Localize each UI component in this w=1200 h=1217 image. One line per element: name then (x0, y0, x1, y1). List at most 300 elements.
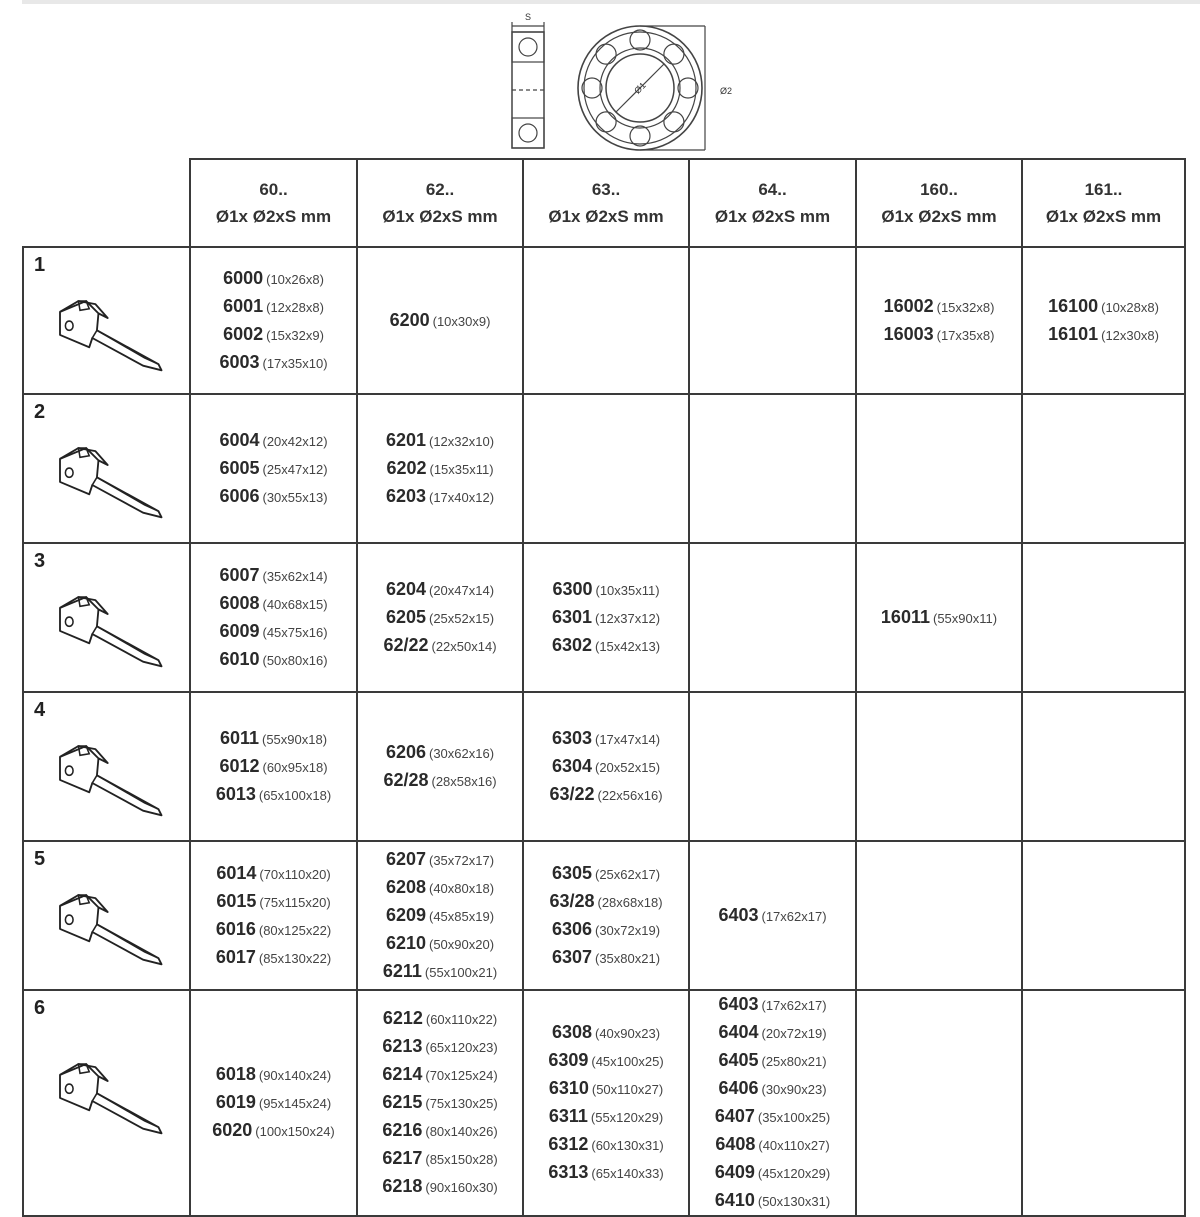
row-number: 3 (34, 550, 46, 572)
bearing-entry (191, 888, 356, 916)
bearing-dimensions: (65x120x23) (425, 1040, 498, 1055)
bearing-code: 16101 (1048, 323, 1099, 344)
bearing-dimensions: (40x80x18) (429, 880, 495, 896)
bearing-dimensions: (50x110x27) (591, 1082, 664, 1097)
bearing-dimensions: (45x85x19) (429, 908, 495, 924)
bearing-dimensions: (12x30x8) (1101, 327, 1159, 343)
bearing-dimensions: (50x80x16) (262, 652, 328, 668)
bearing-dimensions: (17x62x17) (761, 998, 827, 1013)
bearing-dimensions: (45x75x16) (262, 624, 328, 640)
bearing-entry (358, 874, 522, 902)
row-number: 2 (34, 401, 46, 423)
bearing-dimensions: (17x40x12) (429, 489, 495, 505)
unit-label: Ø1x Ø2xS mm (1045, 207, 1162, 226)
puller-jaw-size-2-icon (40, 425, 180, 525)
column-header (357, 159, 523, 247)
bearing-entry (524, 860, 688, 888)
bearing-dimensions: (75x130x25) (425, 1096, 498, 1111)
bearing-code: 6403 (718, 904, 759, 925)
unit-label: Ø1x Ø2xS mm (881, 207, 997, 226)
data-cell (856, 990, 1022, 1216)
bearing-code: 6302 (551, 634, 592, 655)
bearing-code: 6007 (219, 564, 260, 585)
data-cell (1022, 841, 1185, 990)
bearing-entry (524, 632, 688, 660)
bearing-dimensions: (30x55x13) (262, 489, 328, 505)
row-label-cell (23, 990, 190, 1216)
puller-jaw-size-1-icon (40, 278, 180, 378)
data-cell (1022, 543, 1185, 692)
data-cell (523, 841, 689, 990)
bearing-entry (191, 725, 356, 753)
data-cell (689, 990, 856, 1216)
bearing-code: 6309 (548, 1050, 589, 1070)
bearing-entry (524, 753, 688, 781)
bearing-code: 6210 (385, 932, 426, 953)
bearing-dimensions: (22x50x14) (431, 638, 497, 654)
bearing-entry (524, 1075, 688, 1103)
bearing-dimensions: (17x35x10) (262, 355, 328, 371)
bearing-code: 6212 (382, 1008, 423, 1028)
bearing-dimensions: (17x47x14) (595, 731, 661, 747)
bearing-entry (524, 1103, 688, 1131)
series-label: 64.. (758, 180, 787, 199)
bearing-code: 6202 (386, 457, 427, 478)
bearing-dimensions: (45x120x29) (757, 1166, 831, 1181)
table-row (23, 543, 1185, 692)
bearing-code: 6000 (223, 267, 264, 288)
bearing-dimensions: (55x100x21) (424, 964, 498, 980)
bearing-entry (191, 646, 356, 674)
bearing-dimensions: (80x125x22) (258, 922, 332, 938)
bearing-code: 6313 (548, 1162, 589, 1182)
bearing-code: 6010 (219, 648, 260, 669)
table-row (23, 394, 1185, 543)
unit-label: Ø1x Ø2xS mm (548, 207, 664, 226)
row-label-cell (23, 394, 190, 543)
data-cell (523, 692, 689, 841)
bearing-code: 6312 (548, 1134, 589, 1154)
bearing-entry (358, 1173, 522, 1201)
data-cell (856, 543, 1022, 692)
bearing-dimensions: (10x26x8) (266, 271, 324, 287)
row-label-cell (23, 692, 190, 841)
bearing-dimensions: (28x58x16) (431, 773, 497, 789)
row-number: 4 (34, 699, 46, 721)
bearing-code: 6017 (215, 946, 256, 967)
bearing-dimensions: (10x30x9) (432, 313, 491, 329)
bearing-code: 6214 (382, 1064, 423, 1084)
bearing-code: 6019 (215, 1092, 256, 1112)
data-cell (689, 247, 856, 394)
bearing-dimensions: (60x110x22) (425, 1012, 498, 1027)
bearing-code: 6008 (219, 592, 260, 613)
bearing-entry (690, 1131, 855, 1159)
bearing-dimensions: (30x62x16) (429, 745, 495, 761)
data-cell (1022, 394, 1185, 543)
bearing-dimensions: (25x52x15) (429, 610, 495, 626)
bearing-entry (1023, 293, 1184, 321)
bearing-entry (358, 427, 522, 455)
bearing-code: 6204 (385, 578, 426, 599)
unit-label: Ø1x Ø2xS mm (714, 207, 831, 226)
bearing-side-view (512, 22, 544, 148)
bearing-code: 6216 (382, 1120, 423, 1140)
bearing-code: 6203 (385, 485, 426, 506)
bearing-dimensions: (40x68x15) (262, 596, 328, 612)
bearing-code: 6304 (551, 755, 592, 776)
bearing-entry (857, 604, 1021, 632)
row-label-cell (23, 841, 190, 990)
column-header (689, 159, 856, 247)
bearing-dimensions: (90x140x24) (258, 1068, 332, 1083)
bearing-code: 6200 (389, 309, 430, 330)
series-label: 63.. (591, 180, 621, 199)
bearing-dimensions: (65x140x33) (591, 1166, 664, 1181)
bearing-entry (191, 590, 356, 618)
bearing-dimensions: (15x32x9) (266, 327, 324, 343)
bearing-entry (358, 1117, 522, 1145)
bearing-dimensions: (85x150x28) (425, 1152, 498, 1167)
bearing-entry (690, 1159, 855, 1187)
bearing-dimensions: (20x42x12) (262, 433, 328, 449)
row-label-cell (23, 543, 190, 692)
bearing-dimensions: (50x90x20) (429, 936, 495, 952)
data-cell (689, 394, 856, 543)
bearing-entry (1023, 321, 1184, 349)
bearing-entry (524, 1159, 688, 1187)
bearing-entry (358, 902, 522, 930)
bearing-entry (358, 576, 522, 604)
bearing-dimensions: (85x130x22) (258, 950, 332, 966)
bearing-entry (690, 1019, 855, 1047)
data-cell (523, 990, 689, 1216)
bearing-dimensions: (55x90x11) (932, 610, 998, 626)
bearing-code: 6217 (382, 1148, 423, 1168)
bearing-entry (191, 781, 356, 809)
bearing-code: 6207 (385, 848, 426, 869)
data-cell (190, 247, 357, 394)
bearing-entry (358, 632, 522, 660)
bearing-entry (690, 1075, 855, 1103)
row-number: 1 (34, 254, 46, 276)
data-cell (523, 543, 689, 692)
bearing-code: 6408 (715, 1134, 756, 1154)
bearing-entry (191, 349, 356, 377)
data-cell (190, 543, 357, 692)
bearing-dimensions: (22x56x16) (597, 787, 663, 803)
table-row (23, 990, 1185, 1216)
bearing-code: 6005 (219, 457, 260, 478)
bearing-entry (358, 307, 522, 335)
puller-jaw-size-5-icon (40, 872, 180, 972)
bearing-entry (191, 562, 356, 590)
bearing-entry (358, 846, 522, 874)
bearing-code: 6002 (223, 323, 264, 344)
bearing-code: 6218 (382, 1176, 423, 1196)
bearing-dimensions: (65x100x18) (258, 787, 332, 803)
bearing-code: 6209 (385, 904, 426, 925)
bearing-entry (690, 1103, 855, 1131)
bearing-dimensions: (25x80x21) (761, 1054, 827, 1069)
data-cell (190, 692, 357, 841)
bearing-dimensions: (70x110x20) (259, 866, 331, 882)
bearing-dimensions: (40x110x27) (758, 1138, 830, 1153)
bearing-entry (191, 293, 356, 321)
bearing-code: 6301 (551, 606, 592, 627)
data-cell (357, 990, 523, 1216)
data-cell (357, 841, 523, 990)
bearing-code: 16003 (883, 323, 934, 344)
row-label-cell (23, 247, 190, 394)
bearing-dimensions: (10x28x8) (1101, 299, 1159, 315)
bearing-code: 6012 (219, 755, 260, 776)
bearing-code: 6213 (382, 1036, 423, 1056)
unit-label: Ø1x Ø2xS mm (382, 207, 498, 226)
series-label: 62.. (425, 180, 455, 199)
bearing-code: 6307 (551, 946, 592, 967)
bearing-code: 16011 (880, 606, 930, 627)
bearing-entry (524, 576, 688, 604)
bearing-code: 6404 (718, 1022, 759, 1042)
bearing-entry (857, 321, 1021, 349)
bearing-entry (358, 1005, 522, 1033)
label-d1: Ø1 (632, 80, 648, 96)
data-cell (357, 543, 523, 692)
bearing-code: 6009 (219, 620, 260, 641)
bearing-code: 6211 (382, 960, 422, 981)
bearing-dimensions: (45x100x25) (591, 1054, 664, 1069)
bearing-code: 6409 (714, 1162, 755, 1182)
bearing-code: 6001 (223, 295, 264, 316)
data-cell (856, 247, 1022, 394)
bearing-entry (358, 767, 522, 795)
table-row (23, 841, 1185, 990)
bearing-dimensions: (20x47x14) (429, 582, 495, 598)
table-body (23, 159, 1185, 1216)
bearing-code: 6205 (385, 606, 426, 627)
table-row (23, 247, 1185, 394)
data-cell (357, 394, 523, 543)
bearing-code: 6311 (548, 1106, 588, 1126)
bearing-dimensions: (20x52x15) (595, 759, 661, 775)
bearing-dimensions: (30x72x19) (595, 922, 661, 938)
bearing-dimensions: (25x62x17) (595, 866, 661, 882)
bearing-entry (191, 618, 356, 646)
bearing-entry (690, 902, 855, 930)
bearing-entry (524, 916, 688, 944)
bearing-code: 6305 (551, 862, 592, 883)
bearing-entry (524, 781, 688, 809)
bearing-dimensions: (60x130x31) (591, 1138, 664, 1153)
bearing-entry (690, 991, 855, 1019)
bearing-dimensions: (90x160x30) (425, 1180, 498, 1195)
bearing-dimensions: (50x130x31) (757, 1194, 831, 1209)
bearing-entry (358, 739, 522, 767)
data-cell (1022, 990, 1185, 1216)
bearing-dimensions: (15x42x13) (595, 638, 661, 654)
data-cell (190, 394, 357, 543)
bearing-entry (690, 1187, 855, 1215)
row-number: 5 (34, 848, 46, 870)
header-row (23, 159, 1185, 247)
bearing-dimensions: (17x35x8) (936, 327, 995, 343)
bearing-dimensions: (80x140x26) (425, 1124, 498, 1139)
column-header (856, 159, 1022, 247)
bearing-entry (191, 265, 356, 293)
data-cell (190, 990, 357, 1216)
data-cell (190, 841, 357, 990)
data-cell (689, 692, 856, 841)
series-label: 60.. (259, 180, 288, 199)
bearing-dimensions: (55x120x29) (590, 1110, 664, 1125)
data-cell (689, 841, 856, 990)
bearing-dimensions: (40x90x23) (595, 1026, 661, 1041)
bearing-code: 6300 (552, 578, 593, 599)
bearing-entry (524, 604, 688, 632)
bearing-dimensions: (35x100x25) (757, 1110, 831, 1125)
bearing-code: 6003 (219, 351, 260, 372)
puller-jaw-size-4-icon (40, 723, 180, 823)
bearing-code: 6215 (382, 1092, 423, 1112)
bearing-entry (358, 1089, 522, 1117)
bearing-code: 6013 (215, 783, 256, 804)
data-cell (856, 692, 1022, 841)
bearing-dimensions: (12x37x12) (595, 610, 661, 626)
bearing-dimensions: (60x95x18) (262, 759, 328, 775)
label-d2: Ø2 (720, 86, 733, 96)
data-cell (357, 692, 523, 841)
bearing-code: 6406 (718, 1078, 759, 1098)
bearing-code: 6403 (718, 994, 759, 1014)
bearing-entry (524, 725, 688, 753)
series-label: 160.. (920, 180, 958, 199)
puller-jaw-size-3-icon (40, 574, 180, 674)
bearing-entry (358, 483, 522, 511)
bearing-code: 6004 (219, 429, 260, 450)
data-cell (856, 394, 1022, 543)
table-row (23, 692, 1185, 841)
bearing-entry (191, 753, 356, 781)
bearing-entry (524, 1047, 688, 1075)
bearing-code: 6405 (718, 1050, 759, 1070)
data-cell (856, 841, 1022, 990)
bearing-code: 6206 (385, 741, 426, 762)
bearing-dimensions: (15x32x8) (936, 299, 995, 315)
bearing-dimensions: (35x62x14) (262, 568, 328, 584)
bearing-code: 62/28 (383, 769, 429, 790)
bearing-dimensions: (25x47x12) (262, 461, 328, 477)
bearing-dimensions: (70x125x24) (425, 1068, 498, 1083)
bearing-dimensions: (55x90x18) (262, 731, 328, 747)
bearing-entry (191, 1117, 356, 1145)
bearing-dimensions: (17x62x17) (761, 908, 827, 924)
bearing-code: 6014 (216, 862, 257, 883)
bearing-entry (191, 860, 356, 888)
bearing-size-table (22, 158, 1186, 1217)
bearing-entry (191, 321, 356, 349)
column-header (523, 159, 689, 247)
bearing-dimensions: (30x90x23) (761, 1082, 827, 1097)
bearing-code: 63/28 (549, 890, 595, 911)
data-cell (1022, 247, 1185, 394)
bearing-entry (358, 958, 522, 986)
bearing-code: 6303 (551, 727, 592, 748)
bearing-entry (690, 1047, 855, 1075)
corner-cell (23, 159, 190, 247)
bearing-code: 63/22 (549, 783, 595, 804)
column-header (190, 159, 357, 247)
bearing-entry (191, 944, 356, 972)
unit-label: Ø1x Ø2xS mm (215, 207, 332, 226)
data-cell (1022, 692, 1185, 841)
bearing-code: 16002 (883, 295, 934, 316)
bearing-dimensions: (35x72x17) (429, 852, 495, 868)
bearing-code: 6011 (219, 727, 259, 748)
bearing-entry (191, 1089, 356, 1117)
bearing-code: 6407 (714, 1106, 755, 1126)
bearing-dimensions: (35x80x21) (595, 950, 661, 966)
bearing-code: 6016 (215, 918, 256, 939)
bearing-dimensions: (100x150x24) (255, 1124, 335, 1139)
data-cell (689, 543, 856, 692)
bearing-dimensions: (75x115x20) (259, 894, 331, 910)
bearing-entry (524, 944, 688, 972)
label-s: S (524, 12, 532, 22)
bearing-entry (358, 1033, 522, 1061)
bearing-dimensions: (95x145x24) (258, 1096, 332, 1111)
puller-jaw-size-6-icon (40, 1041, 180, 1141)
data-cell (523, 247, 689, 394)
bearing-dimensions: (15x35x11) (429, 461, 494, 477)
bearing-entry (191, 1061, 356, 1089)
bearing-entry (191, 427, 356, 455)
bearing-code: 6018 (215, 1064, 256, 1084)
bearing-dimensions: (20x72x19) (761, 1026, 827, 1041)
series-label: 161.. (1084, 180, 1123, 199)
row-number: 6 (34, 997, 46, 1019)
bearing-entry (191, 455, 356, 483)
bearing-entry (358, 455, 522, 483)
bearing-dimensions: (12x32x10) (429, 433, 495, 449)
bearing-entry (524, 888, 688, 916)
bearing-dimensions: (12x28x8) (266, 299, 324, 315)
bearing-entry (358, 1061, 522, 1089)
column-header (1022, 159, 1185, 247)
bearing-code: 6306 (551, 918, 592, 939)
bearing-code: 6308 (551, 1022, 592, 1042)
bearing-dimensions: (10x35x11) (595, 582, 660, 598)
bearing-dimensions: (28x68x18) (597, 894, 663, 910)
bearing-entry (358, 604, 522, 632)
bearing-entry (857, 293, 1021, 321)
bearing-entry (191, 916, 356, 944)
bearing-entry (524, 1131, 688, 1159)
data-cell (357, 247, 523, 394)
bearing-code: 6015 (216, 890, 257, 911)
bearing-entry (358, 1145, 522, 1173)
bearing-code: 6006 (219, 485, 260, 506)
bearing-code: 6020 (212, 1120, 253, 1140)
bearing-code: 6410 (714, 1190, 755, 1210)
bearing-entry (524, 1019, 688, 1047)
bearing-code: 6208 (385, 876, 426, 897)
bearing-code: 6201 (385, 429, 426, 450)
bearing-diagram (500, 8, 750, 158)
bearing-code: 6310 (548, 1078, 589, 1098)
bearing-entry (191, 483, 356, 511)
top-divider (22, 0, 1200, 4)
